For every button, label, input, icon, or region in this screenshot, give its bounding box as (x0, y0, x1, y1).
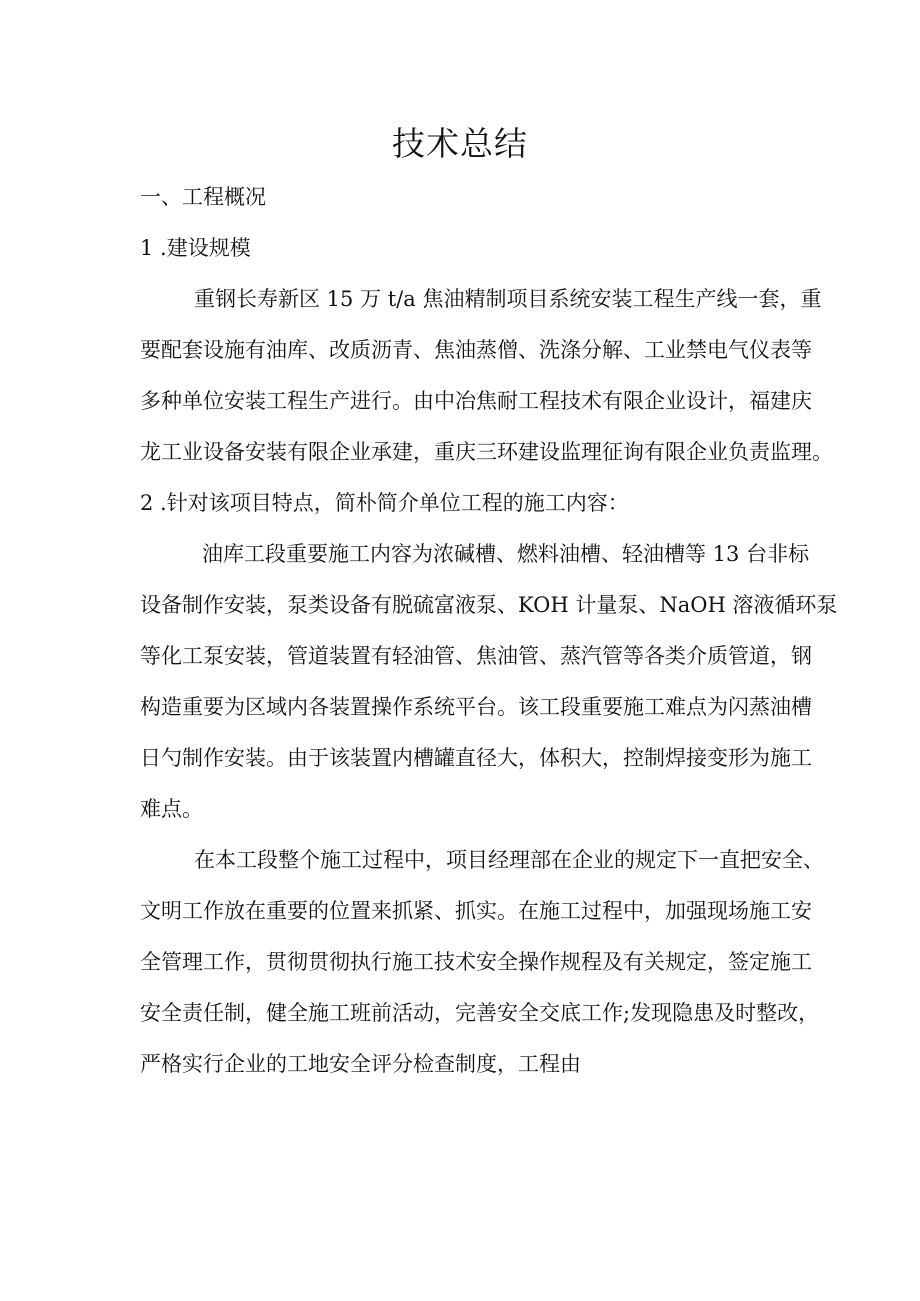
paragraph-3-line-3: 全管理工作，贯彻贯彻执行施工技术安全操作规程及有关规定，签定施工 (140, 950, 812, 974)
paragraph-2-line-3: 等化工泵安装，管道装置有轻油管、焦油管、蒸汽管等各类介质管道，钢 (140, 644, 812, 668)
paragraph-1-line-4: 龙工业设备安装有限企业承建，重庆三环建设监理征询有限企业负责监理。 (140, 440, 833, 464)
paragraph-2-line-2: 设备制作安装，泵类设备有脱硫富液泵、KOH 计量泵、NaOH 溶液循环泵 (140, 593, 838, 617)
paragraph-3-line-1: 在本工段整个施工过程中，项目经理部在企业的规定下一直把安全、 (194, 848, 824, 872)
section-heading: 一、工程概况 (140, 185, 266, 209)
paragraph-1-line-1: 重钢长寿新区 15 万 t/a 焦油精制项目系统安装工程生产线一套，重 (194, 287, 822, 311)
paragraph-1-line-3: 多种单位安装工程生产进行。由中冶焦耐工程技术有限企业设计，福建庆 (140, 389, 812, 413)
document-title: 技术总结 (392, 124, 528, 163)
item-heading-1: 1 .建设规模 (140, 236, 251, 260)
paragraph-2-line-6: 难点。 (140, 797, 203, 821)
paragraph-2-line-1: 油库工段重要施工内容为浓碱槽、燃料油槽、轻油槽等 13 台非标 (202, 542, 810, 566)
item-heading-2: 2 .针对该项目特点，简朴简介单位工程的施工内容： (140, 491, 629, 515)
paragraph-3-line-4: 安全责任制，健全施工班前活动，完善安全交底工作;发现隐患及时整改， (140, 1001, 820, 1025)
paragraph-1-line-2: 要配套设施有油库、改质沥青、焦油蒸僧、洗涤分解、工业禁电气仪表等 (140, 338, 812, 362)
paragraph-2-line-5: 日勺制作安装。由于该装置内槽罐直径大，体积大，控制焊接变形为施工 (140, 746, 812, 770)
paragraph-2-line-4: 构造重要为区域内各装置操作系统平台。该工段重要施工难点为闪蒸油槽 (140, 695, 812, 719)
paragraph-3-line-2: 文明工作放在重要的位置来抓紧、抓实。在施工过程中，加强现场施工安 (140, 899, 812, 923)
paragraph-3-line-5: 严格实行企业的工地安全评分检查制度，工程由 (140, 1052, 581, 1076)
